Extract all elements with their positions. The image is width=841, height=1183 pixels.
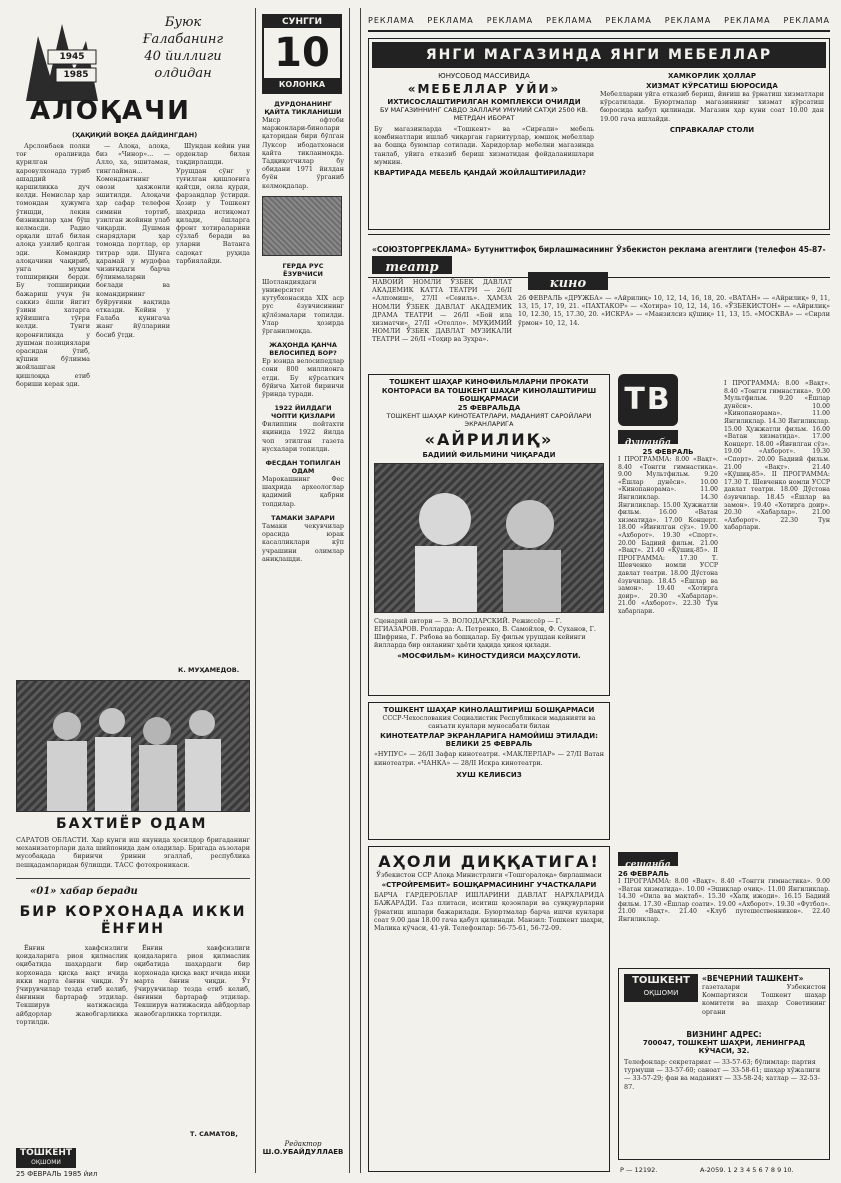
evening-sub: газеталари Узбекистон Компартияси Тошкент шаҳар комитети ва шаҳар Советининг органи [702,983,826,1016]
column-10-items [262,100,344,1140]
furniture-ad-right [600,72,824,226]
masthead-date: 25 ФЕВРАЛЬ 1985 йил [16,1170,98,1178]
slogan-line-3: 40 йиллиги [144,49,222,64]
hero-title: БАХТИЁР ОДАМ [56,816,208,832]
column-10-header [262,14,342,94]
furniture-ad-title: ЯНГИ МАГАЗИНДА ЯНГИ МЕБЕЛЛАР [425,47,773,63]
slogan-line-2: Ғалабанинг [142,32,224,47]
airilik-photo [374,463,604,613]
news-item [262,341,344,398]
masthead-logo [16,1148,76,1168]
news-item-title: ГЕРДА РУС ЁЗУВЧИСИ [282,261,324,278]
cinema-title: кино [549,276,587,291]
ad-label: РЕКЛАМА [783,15,830,25]
news-item [262,514,344,563]
furniture-apartment-title: КВАРТИРАДА МЕБЕЛЬ ҚАНДАЙ ЖОЙЛАШТИРИЛАДИ? [374,169,586,178]
year-end: 1985 [63,70,89,80]
tv-day1-header [618,430,678,448]
theatre-header [372,256,452,274]
news-item [262,262,344,335]
news-item-title: ЖАҲОНДА ҚАНЧА ВЕЛОСИПЕД БОР? [269,341,337,358]
airilik-ad-body [374,378,604,694]
cinema-header [528,272,608,290]
festival-films: «НУПУС» — 26/II Зафар кинотеатри. «МАКЛЕРЛАР» — 27/II Ватан кинотеатри. «ЧАНКА» — 28/II Искра кинотеатри. [374,750,604,767]
furniture-ad-left [374,72,594,226]
news-photo [262,196,342,256]
tv-day2-title: сешанба [625,860,671,870]
airilik-org: ТОШКЕНТ ШАҲАР КИНОФИЛЬМЛАРНИ ПРОКАТИ КОНТОРАСИ ВА ТОШКЕНТ ШАҲАР КИНОЛАШТИРИШ БОШҚАРМАСИ [381,378,597,403]
hero-credit: ТАСС фотохроникаси. [114,860,190,869]
footer-code-left: Р — 12192. [620,1166,658,1174]
ad-header-strip [368,10,830,32]
slogan-line-4: олдидан [154,66,212,81]
article-text-3: Шундан кейин уни орденлар билан тақдирлашди. Урушдан сўнг у туғилган қишлоғига қайтди, оила қурди, фарзандлар ўстирди. Ҳозир у Тошкент шаҳрида истиқомат қилади, ёшларга фронт хотираларини сўзлаб беради ва уларни Ватанга садоқат руҳида тарбиялайди. [176,142,250,265]
evening-address-text: 700047, ТОШКЕНТ ШАҲРИ, ЛЕНИНГРАД КЎЧАСИ, 32. [642,1039,806,1055]
column-10-top: СУНГГИ [264,16,340,28]
footer-code-right: А-2059. 1 2 3 4 5 6 7 8 9 10. [700,1166,794,1174]
festival-footer: ХУШ КЕЛИБСИЗ [456,770,522,779]
attention-org: «СТРОЙРЕМБИТ» БОШҚАРМАСИНИНГ УЧАСТКАЛАРИ [381,881,597,890]
masthead-paper: ТОШКЕНТ [19,1148,73,1158]
editor-signature [262,1140,344,1156]
evening-phones: Телефонлар: секретариат — 33-57-63; бўлимлар: партия турмуши — 33-57-60; саноат — 33-58-61; шаҳар хўжалиги — 33-57-29; фан ва маданият — 33-58-24; хатлар — 32-53-87. [624,1058,821,1091]
furniture-exhibit-title: СПРАВКАЛАР СТОЛИ [669,125,755,134]
tv-day1-listing-cont [724,380,830,848]
theatre-text: НАВОИЙ НОМЛИ ЎЗБЕК ДАВЛАТ АКАДЕМИК КАТТА ТЕАТРИ — 26/II «Алпомиш», 27/II «Севиль». ҲАМЗА НОМЛИ ЎЗБЕК ДАВЛАТ АКАДЕМИК ДРАМА ТЕАТРИ — 26/II «Бой ила хизматчи», 27/II «Отелло». МУҚИМИЙ НОМЛИ ЎЗБЕК ДАВЛАТ МУЗИКАЛИ ТЕАТРИ — 26/II «Тоҳир ва Зуҳра». [372,278,512,344]
fire-text-2: Ёнғин хавфсизлиги қоидаларига риоя қилмаслик оқибатида шаҳардаги бир корхонада қисқа вақт ичида икки марта ёнғин чиқди. Ўт ўчирувчилар тезда етиб келиб, ёнғинни бартараф этдилар. Текширув натижасида айбдорлар жавобгарликка тортилди. [134,944,250,1018]
hero-caption-text: САРАТОВ ОБЛАСТИ. Хар кунги иш якунида ҳосилдор бригаданинг механизаторлари дала шийпонида дам оладилар. Бригада аъзолари мусобақада биринчи ўринни эгаллаб, республика пешқадамларидан бўлишди. [16,836,250,869]
airilik-date: 25 ФЕВРАЛЬДА [457,403,521,412]
furniture-text-right: Мебелларни уйга етказиб бериш, йиғиш ва ўрнатиш хизматлари кўрсатилади. Буюртмалар магазиннинг хизмат кўрсатиш бюросида қабул қилинади. Магазин ҳар куни соат 10.00 дан 19.00 гача ишлайди. [600,90,824,123]
attention-title: АҲОЛИ ДИҚҚАТИГА! [378,852,600,871]
tv-day1-listing [618,448,718,848]
tv-day1-programme-2: I ПРОГРАММА: 8.00 «Вақт». 8.40 «Тонгги гимнастика». 9.00 Мультфильм. 9.20 «Ёшлар дунёси». 10.00 «Кинопанорама». 11.00 Янгиликлар. 14.30 Янгиликлар. 15.00 Ҳужжатли фильм. 16.00 «Ватан хизматида». 17.00 Концерт. 18.00 «Йиғилган сўз». 19.00 «Ахборот». 19.30 «Спорт». 20.00 Бадиий фильм. 21.00 «Вақт». 21.40 «Қўшиқ-85». II ПРОГРАММА: 17.30 Т. Шевченко номли УССР давлат театри. 18.00 Дўстона ёзувчилар. 18.45 «Ёшлар ва замон». 19.40 «Хотирга доир». 20.30 «Хабарлар». 21.00 «Ахборот». 22.30 Тун хабарлари. [724,380,830,532]
festival-line-1: СССР-Чехословакия Социалистик Республикаси маданияти ва санъати кунлари муносабати билан [382,714,596,731]
column-divider-3 [360,8,361,1173]
fire-column-1 [16,944,128,1144]
article-author: К. МУҲАМЕДОВ. [178,666,240,674]
hero-photo [16,680,250,812]
slogan-line-1: Буюк [164,15,202,30]
attention-ad-body [374,852,604,1168]
tv-day2-date: 26 ФЕВРАЛЬ [618,870,669,878]
tv-logo [618,374,678,426]
news-item-text: Шотландиядаги университет кутубхонасида XIX аср рус ёзувчисининг қўлёзмалари топилди. Улар ҳозирда ўрганилмоқда. [262,277,344,336]
festival-line-2: КИНОТЕАТРЛАР ЭКРАНЛАРИГА НАМОЙИШ ЭТИЛАДИ: ВЕЛИКИ 25 ФЕВРАЛЬ [380,732,598,749]
ad-label: РЕКЛАМА [605,15,652,25]
airilik-credits: Сценарий автори — Э. ВОЛОДАРСКИЙ. Режиссёр — Г. ЕГИАЗАРОВ. Ролларда: А. Петренко, В. Самойлов, Ф. Суханов, Г. Шифрина, Г. Рябова ва бошқалар. Бу фильм урушдан кейинги йилларда бир оиланинг ҳаёти ҳақида ҳикоя қилади. [374,616,596,650]
column-10-bottom: КОЛОНКА [264,78,340,92]
fire-tag: «01» хабар беради [30,886,138,897]
festival-org: ТОШКЕНТ ШАҲАР КИНОЛАШТИРИШ БОШҚАРМАСИ [383,706,595,714]
furniture-text-left: Бу магазинларда «Тошкент» ва «Сирғали» мебель комбинатлари ишлаб чиқарган гарнитурлар, юмшоқ мебеллар ва бошқа буюмлар сотилади. Харидорлар мебелни магазинда танлаб, уйига етказиб бериш хизматидан фойдаланишлари мумкин. [374,125,594,166]
news-item-text: Миср офтоби маржонлари-бинолари қаторидан бири бўлган Луксор ибодатхонаси қайта тикланмоқда. Тадқиқотчилар бу обидани 1971 йилдан буён ўрганиб келмоқдалар. [262,116,344,190]
editor-label: Редактор [284,1140,322,1148]
theatre-title: театр [385,260,439,275]
tv-day1-title: душанба [625,438,671,448]
news-item-title: 1922 ЙИЛДАГИ ЧОПТИ ҚИЗЛАРИ [270,404,336,421]
festival-ad-body [374,706,604,836]
evening-logo-sub: ОҚШОМИ [643,989,679,997]
furniture-line-2: БУ МАГАЗИННИНГ САВДО ЗАЛЛАРИ УМУМИЙ САТҲИ 2500 КВ. МЕТРДАН ИБОРАТ [380,106,588,122]
masthead-paper-sub: ОҚШОМИ [31,1159,61,1166]
tv-day2-programme: I ПРОГРАММА: 8.00 «Вақт». 8.40 «Тонгги гимнастика». 9.00 «Ватан хизматида». 10.00 «Эшиклар очиқ». 11.00 Янгиликлар. 14.30 «Оила ва мактаб». 15.30 «Халқ ижоди». 16.15 Бадиий фильм. 17.30 «Ёшлар соати». 19.00 «Ахборот». 19.30 «Футбол». 21.00 «Вақт». 21.40 «Клуб путешественников». 22.40 Янгиликлар. [618,878,830,923]
tv-logo-text: ТВ [624,382,672,417]
news-item-text: Ер юзида велосипедлар сони 800 миллионга етди. Бу кўрсаткич бўйича Хитой биринчи ўринда туради. [262,357,344,399]
ad-label: РЕКЛАМА [368,15,415,25]
fire-author: Т. САМАТОВ, [190,1130,238,1138]
cinema-text: 26 ФЕВРАЛЬ «ДРУЖБА» — «Айрилиқ» 10, 12, 14, 16, 18, 20. «ВАТАН» — «Айрилиқ» 9, 11, 13, 15, 17, 19, 21. «ПАХТАКОР» — «Хотира» 10, 12, 14, 16. «ЎЗБЕКИСТОН» — «Айрилиқ» 10, 12.30, 15, 17.30, 20. «ИСКРА» — «Манзилсиз қўшиқ» 11, 13, 15. «МОСКВА» — «Сирли ўрмон» 10, 12, 14. [518,294,830,327]
evening-address-title: ВИЗНИНГ АДРЕС: [686,1030,762,1039]
fire-text-1: Ёнғин хавфсизлиги қоидаларига риоя қилмаслик оқибатида шаҳардаги бир корхонада қисқа вақт ичида икки марта ёнғин чиқди. Ўт ўчирувчилар тезда етиб келиб, ёнғинни бартараф этдилар. Текширув натижасида айбдорлар жавобгарликка тортилди. [16,944,128,1026]
article-text-1: Арслонбаев полки тоғ оралиғида қурилган қаровулхонада туриб ашаддий қаршиликка дуч келди. Немислар ҳар томондан ҳужумга ўтишди, лекин бизникилар ҳам бўш келмасди. Радио орқали штаб билан алоқа узилиб қолган эди. Командир алоқачини чақириб, унга муҳим топшириқни берди. Бу топшириқни бажариш учун ўн саккиз ёшли йигит ўзини хатарга қўйишига тўғри келди. Тунги қоронғиликда у душман позициялари орасидан ўтиб, қўшни бўлинма жойлашган қишлоққа етиб бориши керак эди. [16,142,90,388]
airilik-film: «АЙРИЛИҚ» [424,429,554,449]
ad-label: РЕКЛАМА [486,15,534,25]
anniversary-emblem [16,16,116,101]
evening-header [702,974,826,1024]
hero-divider [16,878,250,879]
attention-line-1: Ўзбекистон ССР Алоқа Министрлиги «Тошгоралоқа» бирлашмаси [376,871,602,879]
sojuztorg-text: «СОЮЗТОРГРЕКЛАМА» Бутуниттифоқ бирлашмасининг Ўзбекистон реклама агентлиги (телефон 45-87- [372,245,826,254]
ad-label: РЕКЛАМА [427,15,474,25]
evening-title: «ВЕЧЕРНИЙ ТАШКЕНТ» [702,974,804,983]
furniture-partners-title: ХАМКОРЛИК ҲОЛЛАР [668,72,756,80]
anniversary-slogan [118,14,248,82]
furniture-services-title: ХИЗМАТ КЎРСАТИШ БЮРОСИДА [646,82,778,90]
theatre-listing [372,278,512,370]
tv-day2-listing [618,870,830,964]
ad-label: РЕКЛАМА [546,15,593,25]
news-item-text: Тамаки чекувчилар орасида юрак касалликлари кўп учрашини олимлар аниқлашди. [262,521,344,563]
article-subtitle: (ҲАҚИҚИЙ ВОҚЕА ДАЙДИНГДАН) [72,131,198,139]
year-start: 1945 [59,52,85,62]
attention-text: БАРЧА ГАРДЕРОБЛАР ИШЛАРИНИ ДАВЛАТ НАРХЛАРИДА БАЖАРАДИ. Газ плитаси, иситиш қозонлари ва сувқувурларни ўрнатиш ишлари бажарилади. Буюртмалар барча ишчи кунлари соат 9.00 дан 18.00 гача қабул қилинади. Манзил: Тошкент шаҳри, Малика кўчаси, 41-уй. Телефонлар: 56-75-61, 56-72-09. [374,891,604,933]
fire-column-2 [134,944,250,1144]
article-text-2: — Алоқа, алоқа, биз «Чинор»... — Алло, ха, эшитаман, тинглайман... Комендантнинг овози ҳаяжонли эшитилди. Алоқачи ҳар сафар телефон симини тортиб, узилган жойини улаб чиқарди. Душман снарядлари ҳар томонда портлар, ер титрар эди. Шунга қарамай у мудофаа чизиғидаги барча бўлинмаларни боғлади ва командирнинг буйруғини вақтида етказди. Кейин у Ғалаба кунигача жанг йўлларини босиб ўтди. [96,142,170,339]
furniture-store: «МЕБЕЛЛАР УЙИ» [407,82,561,96]
news-item [262,459,344,508]
furniture-line-1: ИХТИСОСЛАШТИРИЛГАН КОМПЛЕКСИ ОЧИЛДИ [387,98,581,106]
article-title: АЛОҚАЧИ [30,96,191,126]
furniture-ad-title-bar [372,42,826,68]
airilik-studio: БАДИИЙ ФИЛЬМИНИ ЧИҚАРАДИ [422,450,556,459]
column-10-number: 10 [274,30,330,76]
news-item [262,404,344,453]
article-column-3 [176,142,250,662]
evening-logo-text: ТОШКЕНТ [632,975,690,986]
news-item-title: ТАМАКИ ЗАРАРИ [271,513,335,522]
column-divider-1 [255,8,256,1173]
news-item-text: Марокашнинг Фес шаҳрида археологлар қадимий қабрни топдилар. [262,475,344,508]
hero-caption [16,836,250,876]
furniture-subtitle: ЮНУСОБОД МАССИВИДА [438,72,530,80]
airilik-pre: ТОШКЕНТ ШАҲАР КИНОТЕАТРЛАРИ, МАДАНИЯТ САРОЙЛАРИ ЭКРАНЛАРИГА [386,411,592,428]
news-item-title: ФЕСДАН ТОПИЛГАН ОДАМ [265,459,341,476]
news-item [262,100,344,190]
airilik-footer: «МОСФИЛЬМ» КИНОСТУДИЯСИ МАҲСУЛОТИ. [397,652,581,661]
news-item-text: Филиппин пойтахти яқинида 1922 йилда чоп этилган газета нусхалари топилди. [262,420,344,453]
evening-address [624,1030,824,1156]
column-divider-2 [349,8,350,1173]
evening-logo [624,974,698,1002]
tv-day1-date: 25 ФЕВРАЛЬ [642,448,694,456]
article-column-1 [16,142,90,682]
tv-day2-header [618,852,678,870]
tv-day1-programme: I ПРОГРАММА: 8.00 «Вақт». 8.40 «Тонгги гимнастика». 9.00 Мультфильм. 9.20 «Ёшлар дунёси». 10.00 «Кинопанорама». 11.00 Янгиликлар. 14.30 Янгиликлар. 15.00 Ҳужжатли фильм. 16.00 «Ватан хизматида». 17.00 Концерт. 18.00 «Йиғилган сўз». 19.00 «Ахборот». 19.30 «Спорт». 20.00 Бадиий фильм. 21.00 «Вақт». 21.40 «Қўшиқ-85». II ПРОГРАММА: 17.30 Т. Шевченко номли УССР давлат театри. 18.00 Дўстона ёзувчилар. 18.45 «Ёшлар ва замон». 19.40 «Хотирга доир». 20.30 «Хабарлар». 21.00 «Ахборот». 22.30 Тун хабарлари. [618,456,718,615]
ad-label: РЕКЛАМА [724,15,771,25]
news-item-title: ДУРДОНАНИНГ ҚАЙТА ТИКЛАНИШИ [264,100,342,116]
article-column-2 [96,142,170,682]
editor-name: Ш.О.УБАЙДУЛЛАЕВ [262,1148,344,1156]
fire-title: БИР КОРХОНАДА ИККИ ЁНҒИН [19,904,247,937]
cinema-listing [518,294,830,370]
ad-label: РЕКЛАМА [664,15,712,25]
